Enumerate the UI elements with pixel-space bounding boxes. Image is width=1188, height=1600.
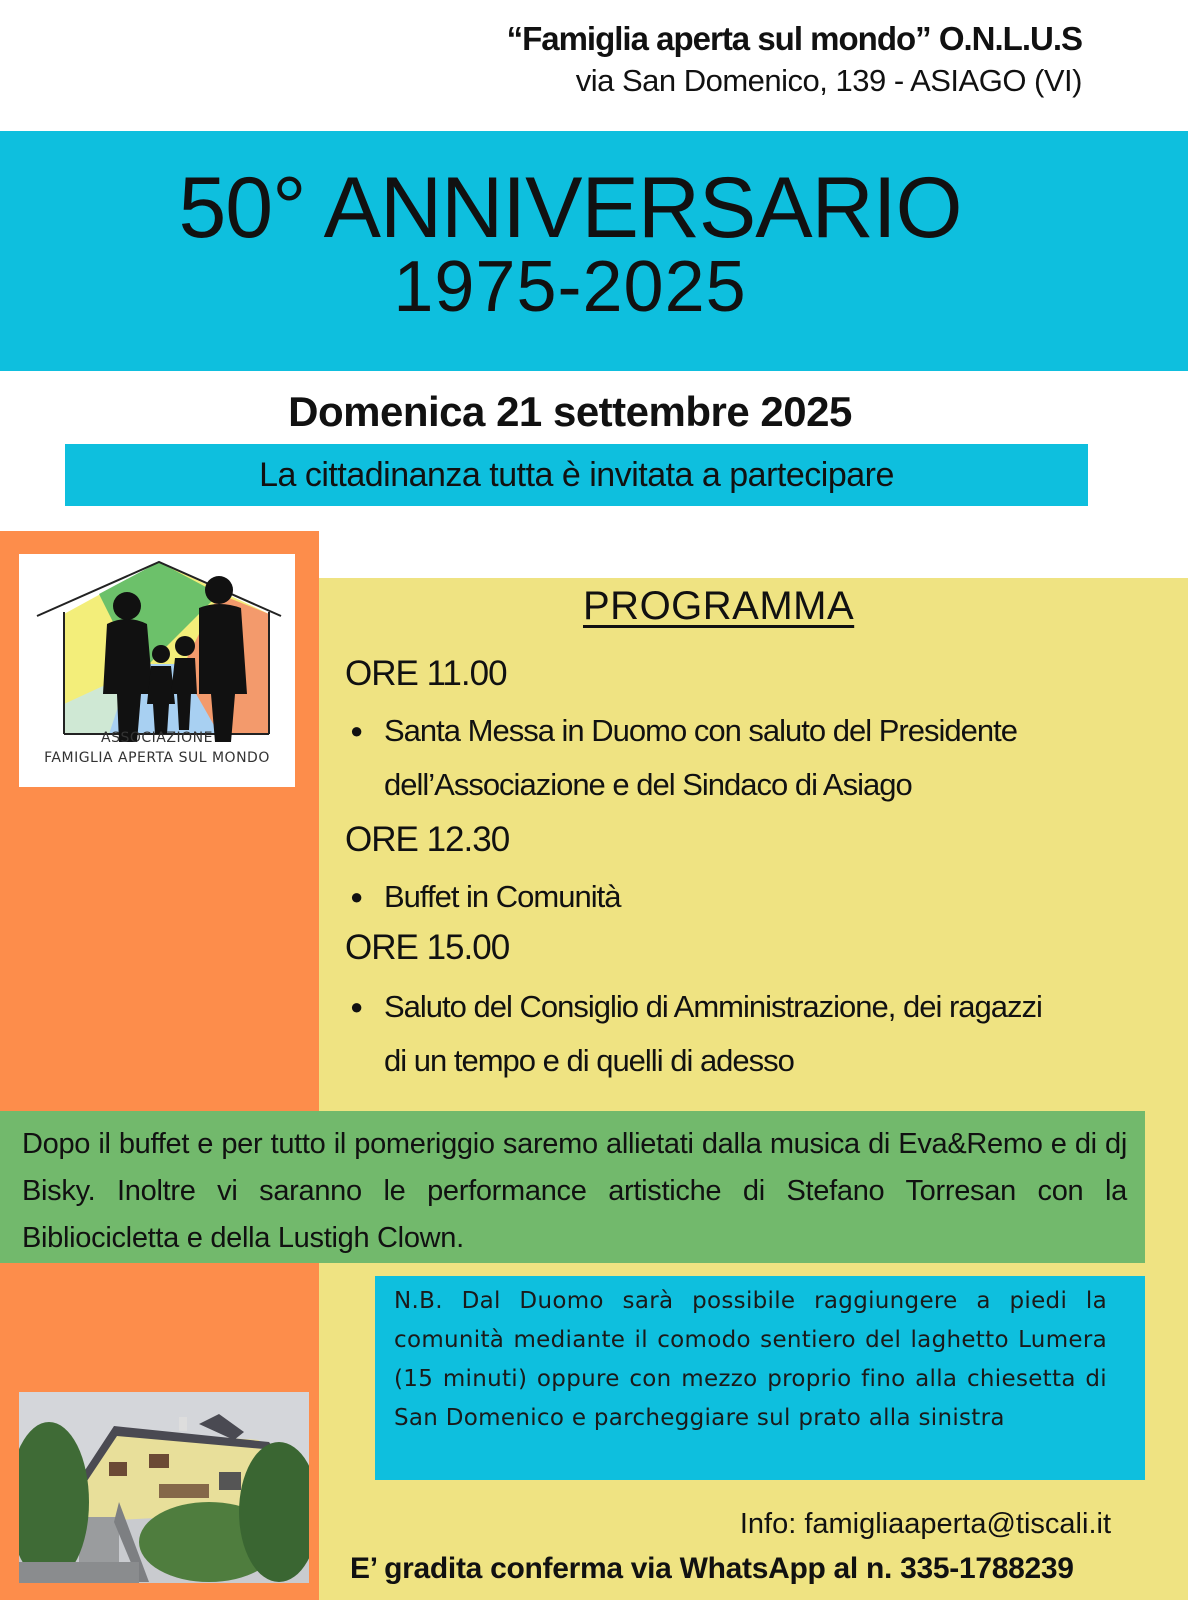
program-item-1-line1: Santa Messa in Duomo con saluto del Presidente [384, 713, 1017, 748]
program-time-3: ORE 15.00 [345, 928, 510, 967]
info-email: Info: famigliaaperta@tiscali.it [739, 1508, 1111, 1540]
anniversary-banner [0, 131, 1188, 371]
program-item-1 [350, 704, 1017, 812]
event-date: Domenica 21 settembre 2025 [288, 388, 852, 435]
directions-note-text: N.B. Dal Duomo sarà possibile raggiungere a piedi la comunità mediante il comodo sentiero del laghetto Lumera (15 minuti) oppure con mezzo proprio fino alla chiesetta di San Domenico e parcheggiare sul prato alla sinistra [394, 1288, 1107, 1431]
program-time-1: ORE 11.00 [345, 654, 507, 693]
whatsapp-confirmation: E’ gradita conferma via WhatsApp al n. 335-1788239 [350, 1552, 1074, 1585]
invitation-banner: La cittadinanza tutta è invitata a partecipare [65, 444, 1088, 506]
community-house-photo [19, 1392, 309, 1583]
program-item-3-line1: Saluto del Consiglio di Amministrazione, dei ragazzi [384, 989, 1042, 1024]
afternoon-text: Dopo il buffet e per tutto il pomeriggio saremo allietati dalla musica di Eva&Remo e di dj Bisky. Inoltre vi saranno le performance artistiche di Stefano Torresan con la Bibliocicletta e della Lustigh Clown. [22, 1128, 1127, 1254]
logo-text-line1: ASSOCIAZIONE [101, 730, 213, 746]
organization-address: via San Domenico, 139 - ASIAGO (VI) [575, 63, 1082, 98]
program-item-2 [350, 870, 620, 924]
anniversary-years: 1975-2025 [393, 247, 747, 327]
family-house-icon [19, 554, 295, 744]
house-photo-icon [19, 1392, 309, 1583]
bullet-icon: ● [350, 718, 363, 743]
directions-note-box [375, 1276, 1145, 1480]
afternoon-entertainment-box [0, 1111, 1145, 1263]
program-time-2: ORE 12.30 [345, 820, 510, 859]
association-logo [19, 554, 295, 787]
bullet-icon: ● [350, 884, 363, 909]
program-item-1-line2: dell’Associazione e del Sindaco di Asiago [384, 767, 912, 802]
program-item-2-line1: Buffet in Comunità [384, 879, 621, 914]
anniversary-title: 50° ANNIVERSARIO [178, 160, 962, 256]
organization-name: “Famiglia aperta sul mondo” O.N.L.U.S [506, 20, 1082, 57]
logo-text-line2: FAMIGLIA APERTA SUL MONDO [44, 750, 270, 766]
program-item-3 [350, 980, 1042, 1088]
program-item-3-line2: di un tempo e di quelli di adesso [384, 1043, 794, 1078]
program-title: PROGRAMMA [583, 584, 855, 628]
bullet-icon: ● [350, 994, 363, 1019]
